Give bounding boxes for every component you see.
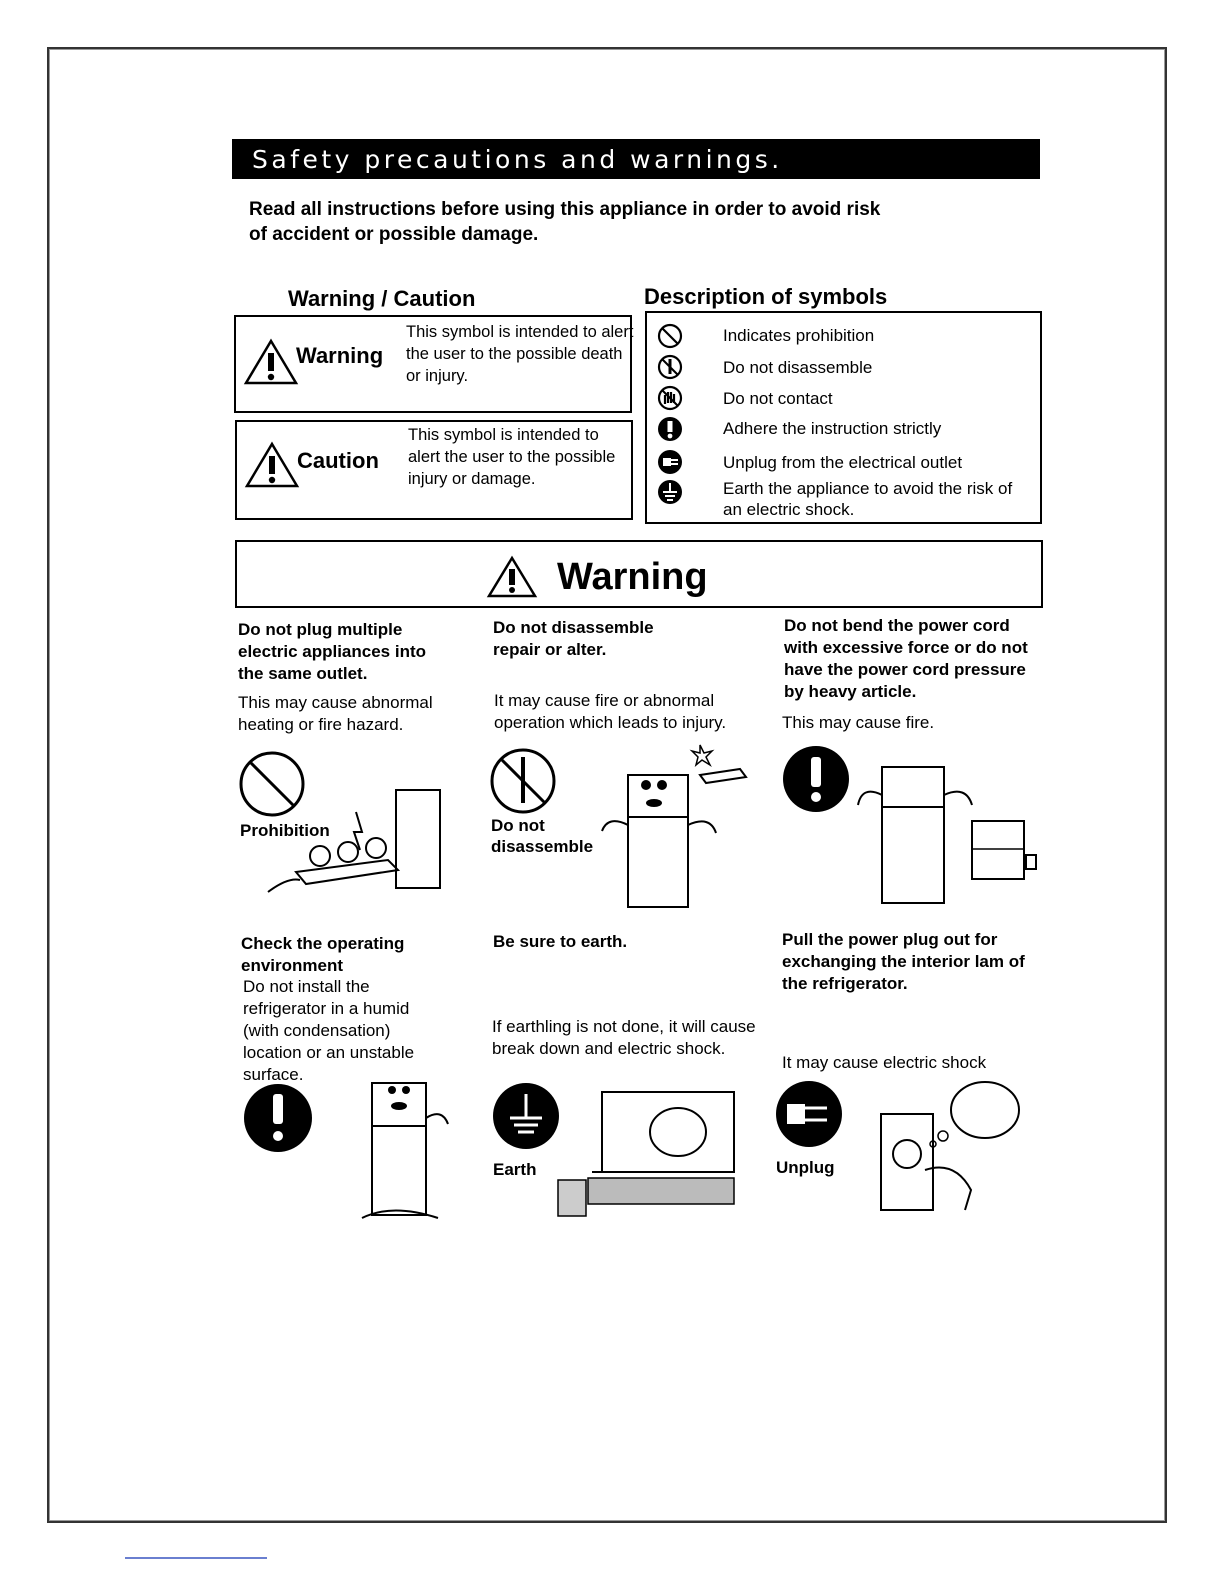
item-heading: Do not disassemble repair or alter. [493, 618, 654, 659]
unplug-icon [657, 449, 683, 475]
warning-banner-title: Warning [557, 556, 708, 598]
item-heading: Do not plug multiple electric appliances into the same outlet. [238, 620, 427, 683]
item-heading: Be sure to earth. [493, 932, 628, 951]
caution-label: Caution [297, 448, 379, 473]
symbol-text: Do not contact [723, 389, 833, 408]
unplug-label: Unplug [776, 1158, 835, 1177]
item-heading: Do not bend the power cord with excessive force or do not have the power cord pressure by heavy article. [784, 616, 1028, 701]
no-disassemble-icon [657, 354, 683, 380]
symbols-box [645, 311, 1042, 524]
power-cord-illustration [782, 745, 1042, 907]
symbol-text: Adhere the instruction strictly [723, 419, 942, 438]
warning-triangle-icon [487, 556, 537, 598]
symbol-row [647, 385, 1040, 415]
intro-text: Read all instructions before using this appliance in order to avoid risk of accident or possible damage. [249, 199, 881, 245]
warning-banner [235, 540, 1043, 608]
unplug-illustration [775, 1080, 1025, 1220]
prohibition-label: Prohibition [240, 821, 330, 840]
warning-triangle-icon [244, 339, 298, 385]
item-heading: Check the operating environment [241, 934, 405, 975]
earth-label: Earth [493, 1160, 537, 1179]
symbol-text: Earth the appliance to avoid the risk of an electric shock. [723, 479, 1013, 519]
item-body: Do not install the refrigerator in a humid (with condensation) location or an unstable surface. [243, 977, 415, 1084]
warning-caution-heading: Warning / Caution [288, 286, 476, 311]
item-body: It may cause electric shock [782, 1053, 987, 1072]
symbol-row [647, 323, 1040, 353]
caution-definition-box [235, 420, 633, 520]
item-heading: Pull the power plug out for exchanging the interior lam of the refrigerator. [782, 930, 1025, 993]
disassemble-label: Do not disassemble [491, 816, 594, 856]
page-title: Safety precautions and warnings. [232, 139, 1040, 179]
warning-definition-box [234, 315, 632, 413]
symbol-row [647, 479, 1040, 519]
footer-link-underline [125, 1557, 267, 1559]
symbol-text: Indicates prohibition [723, 326, 875, 345]
mandatory-icon [657, 416, 683, 442]
symbol-row [647, 416, 1040, 446]
caution-triangle-icon [245, 442, 299, 488]
item-body: This may cause abnormal heating or fire hazard. [238, 693, 433, 734]
warning-text: This symbol is intended to alert the user to the possible death or injury. [406, 323, 634, 385]
symbol-row [647, 449, 1040, 479]
symbol-text: Unplug from the electrical outlet [723, 453, 963, 472]
earth-icon [657, 479, 683, 505]
no-contact-icon [657, 385, 683, 411]
item-body: It may cause fire or abnormal operation which leads to injury. [494, 691, 727, 732]
caution-text: This symbol is intended to alert the user to the possible injury or damage. [408, 426, 616, 488]
symbol-row [647, 354, 1040, 384]
item-body: This may cause fire. [782, 713, 935, 732]
environment-illustration [242, 1078, 454, 1223]
warning-label: Warning [296, 343, 384, 368]
item-body: If earthling is not done, it will cause break down and electric shock. [492, 1017, 756, 1058]
earth-illustration [492, 1082, 742, 1222]
symbols-heading: Description of symbols [644, 284, 888, 309]
symbol-text: Do not disassemble [723, 358, 873, 377]
prohibition-icon [657, 323, 683, 349]
